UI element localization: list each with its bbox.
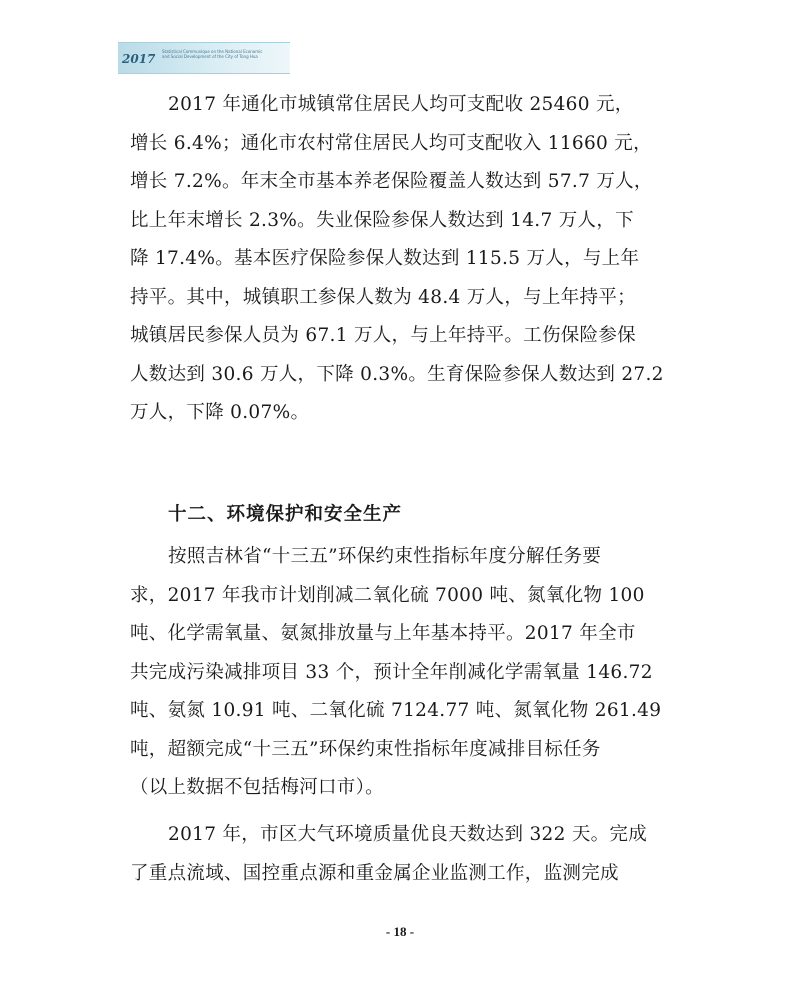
section-heading: 十二、环境保护和安全生产 xyxy=(168,504,403,525)
paragraph-air-quality xyxy=(130,816,690,893)
text-line: 比上年末增长 2.3%。失业保险参保人数达到 14.7 万人，下 xyxy=(130,209,634,231)
text-line: 吨、化学需氧量、氨氮排放量与上年基本持平。2017 年全市 xyxy=(130,623,636,644)
text-line: 求，2017 年我市计划削减二氧化硫 7000 吨、氮氧化物 100 xyxy=(130,584,645,606)
page-number: - 18 - xyxy=(385,924,415,939)
text-line: 2017 年，市区大气环境质量优良天数达到 322 天。完成 xyxy=(168,824,648,845)
header-description-line: Statistical Communique on the National Economic xyxy=(162,49,263,54)
text-line: 人数达到 30.6 万人，下降 0.3%。生育保险参保人数达到 27.2 xyxy=(130,363,664,385)
text-line: 增长 6.4%；通化市农村常住居民人均可支配收入 11660 元， xyxy=(130,132,652,154)
text-line: 增长 7.2%。年末全市基本养老保险覆盖人数达到 57.7 万人， xyxy=(130,171,653,192)
text-line: 持平。其中，城镇职工参保人数为 48.4 万人，与上年持平； xyxy=(130,286,636,308)
text-line: 吨，超额完成“十三五”环保约束性指标年度减排目标任务 xyxy=(130,738,601,760)
text-line: 吨、氨氮 10.91 吨、二氧化硫 7124.77 吨、氮氧化物 261.49 xyxy=(130,700,662,721)
header-description xyxy=(162,49,288,59)
paragraph-income-insurance xyxy=(130,86,690,433)
text-line: 降 17.4%。基本医疗保险参保人数达到 115.5 万人，与上年 xyxy=(130,248,640,269)
text-line: （以上数据不包括梅河口市）。 xyxy=(130,777,384,798)
text-line: 2017 年通化市城镇常住居民人均可支配收 25460 元， xyxy=(168,94,634,115)
paragraph-emission-reduction xyxy=(130,538,690,808)
header-description-line: and Social Development of the City of Tong Hua xyxy=(162,54,258,59)
text-line: 按照吉林省“十三五”环保约束性指标年度分解任务要 xyxy=(168,546,602,567)
text-line: 城镇居民参保人员为 67.1 万人，与上年持平。工伤保险参保 xyxy=(130,325,636,346)
text-line: 了重点流域、国控重点源和重金属企业监测工作，监测完成 xyxy=(130,862,619,884)
header-year: 2017 xyxy=(122,52,156,66)
text-line: 共完成污染减排项目 33 个，预计全年削减化学需氧量 146.72 xyxy=(130,661,653,683)
text-line: 万人，下降 0.07%。 xyxy=(130,402,310,423)
header-banner xyxy=(118,42,290,74)
